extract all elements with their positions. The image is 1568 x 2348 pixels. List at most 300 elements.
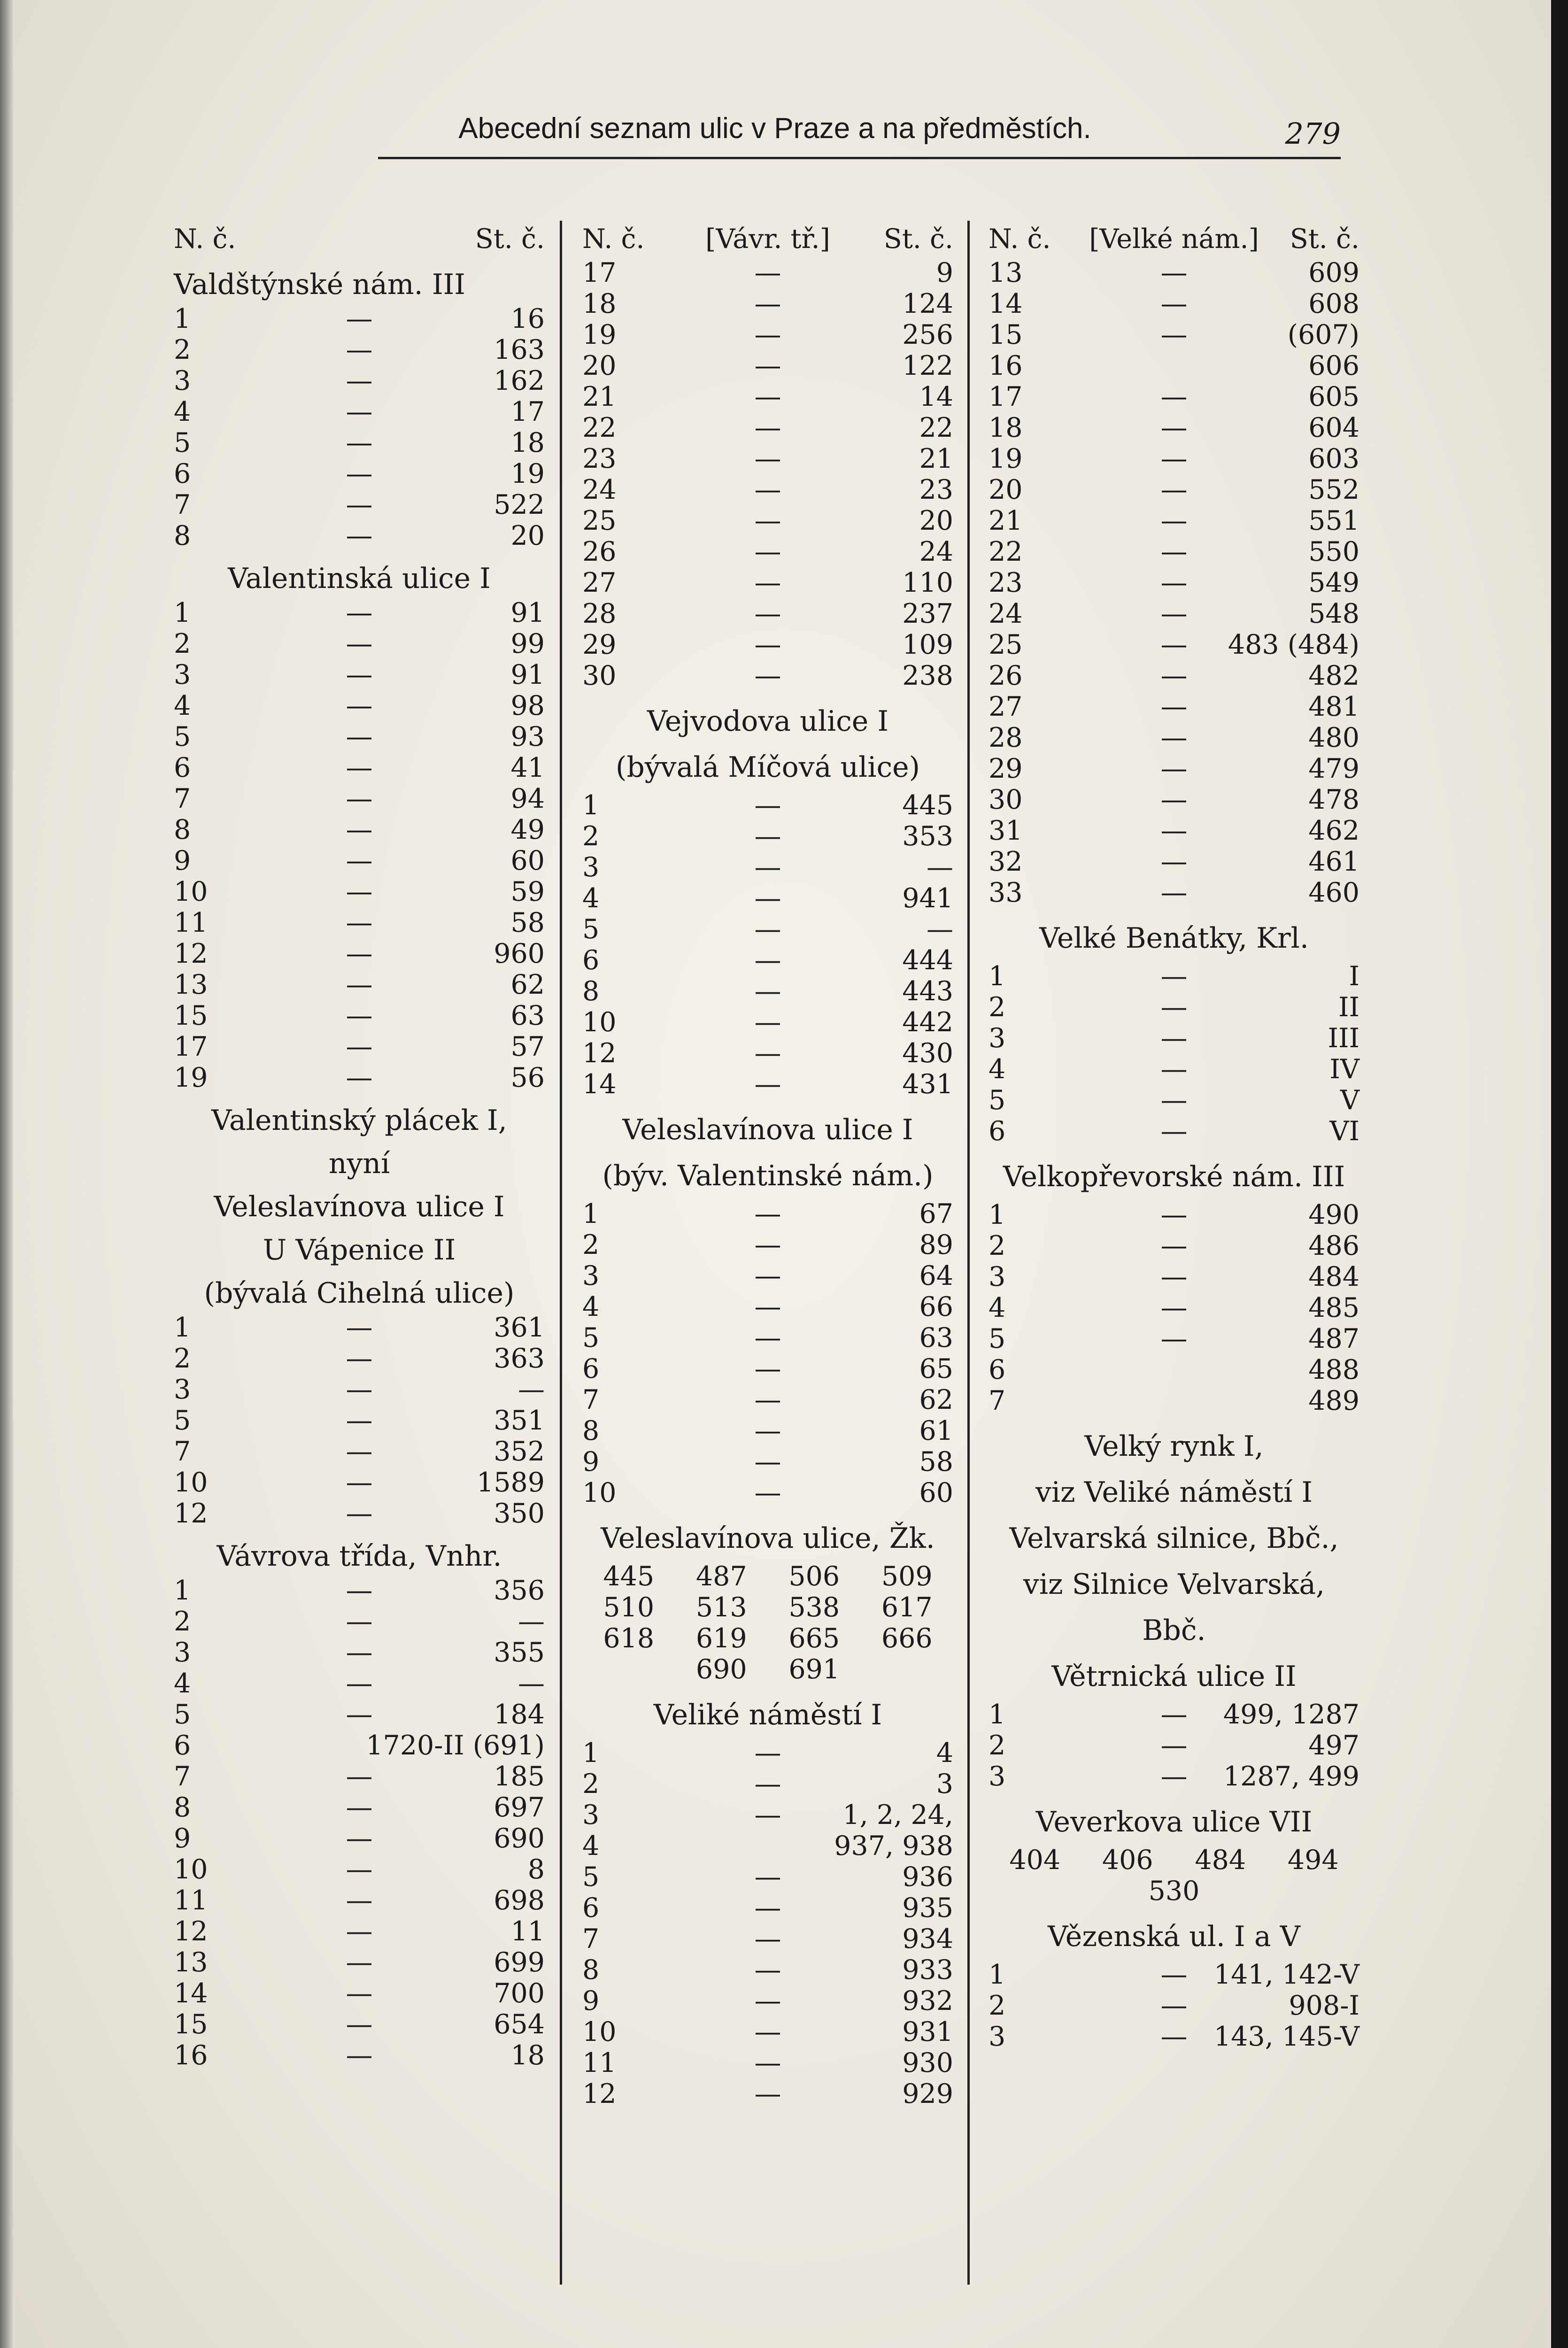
dash: — [346, 814, 373, 845]
house-number: 11 [174, 907, 208, 938]
house-number: 11 [174, 1885, 208, 1916]
house-number: 4 [582, 883, 600, 914]
registry-number: 549 [1308, 567, 1359, 598]
registry-number: 21 [919, 443, 953, 474]
table-row [174, 303, 545, 334]
street-subtitle: Veleslavínova ulice I [214, 1190, 505, 1223]
registry-number: 124 [902, 288, 953, 319]
registry-number: 697 [494, 1792, 545, 1823]
house-number: 1 [989, 1959, 1006, 1990]
registry-number: 1, 2, 24, [842, 1800, 953, 1831]
dash: — [754, 1229, 781, 1260]
street-subtitle: viz Silnice Velvarská, [1023, 1568, 1325, 1601]
table-row [582, 1985, 953, 2016]
table-row [174, 1031, 545, 1062]
house-number: 32 [989, 846, 1023, 877]
page-edge-left [0, 0, 13, 2348]
column-header [989, 221, 1359, 257]
registry-number: 929 [902, 2078, 953, 2109]
house-number: 1 [582, 1738, 600, 1769]
house-number: 3 [582, 852, 600, 883]
registry-number: 61 [919, 1415, 953, 1446]
registry-number: 62 [919, 1384, 953, 1415]
dash: — [346, 303, 373, 334]
registry-number: 56 [510, 1062, 545, 1093]
dash: — [346, 458, 373, 489]
table-row [174, 628, 545, 659]
table-row [989, 1116, 1359, 1147]
table-row [989, 1354, 1359, 1385]
house-number: 29 [582, 629, 617, 660]
dash: — [346, 1062, 373, 1093]
dash: — [346, 1436, 373, 1467]
table-row [174, 1947, 545, 1978]
dash: — [346, 1467, 373, 1498]
table-row [582, 660, 953, 691]
table-row [174, 1343, 545, 1374]
dash: — [346, 489, 373, 520]
dash: — [1160, 1990, 1188, 2021]
grid-cell [861, 1654, 954, 1685]
house-number: 11 [582, 2047, 617, 2078]
table-row [174, 659, 545, 690]
registry-number: 935 [902, 1892, 953, 1923]
table-row [582, 1477, 953, 1508]
table-row [174, 969, 545, 1000]
table-row [582, 1923, 953, 1954]
house-number: 27 [989, 691, 1023, 722]
table-row [582, 1415, 953, 1446]
table-row [989, 1054, 1359, 1085]
house-number: 2 [989, 1230, 1006, 1261]
registry-number: 930 [902, 2047, 953, 2078]
dash: — [1160, 877, 1188, 908]
house-number: 8 [582, 1415, 600, 1446]
house-number: 9 [174, 845, 191, 876]
dash: — [1160, 381, 1188, 412]
street-title: Vězenská ul. I a V [1047, 1920, 1300, 1953]
registry-number: 143, 145-V [1213, 2021, 1359, 2052]
table-row [174, 1312, 545, 1343]
registry-number: 908-I [1289, 1990, 1359, 2021]
street-title: Velké Benátky, Krl. [1039, 922, 1309, 955]
house-number: 7 [174, 489, 191, 520]
registry-number: 98 [510, 690, 545, 721]
dash: — [1160, 412, 1188, 443]
table-row [582, 1198, 953, 1229]
dash: — [754, 1353, 781, 1384]
dash: — [346, 783, 373, 814]
registry-number: 444 [902, 945, 953, 976]
house-number: 5 [582, 914, 600, 945]
dash: — [346, 1575, 373, 1606]
table-row [989, 660, 1359, 691]
registry-number: 23 [919, 474, 953, 505]
registry-number: 499, 1287 [1223, 1699, 1359, 1730]
header-right: St. č. [1290, 224, 1359, 255]
grid-cell: 494 [1287, 1845, 1339, 1876]
table-row [174, 1730, 545, 1761]
registry-number: 11 [510, 1916, 545, 1947]
table-row [174, 1575, 545, 1606]
house-number: 1 [174, 303, 191, 334]
dash: — [1160, 257, 1188, 288]
table-row [989, 505, 1359, 536]
house-number: 3 [989, 2021, 1006, 2052]
table-row [582, 1291, 953, 1322]
dash: — [754, 1738, 781, 1769]
dash: — [754, 1892, 781, 1923]
registry-number: 237 [902, 598, 953, 629]
registry-number: 64 [919, 1260, 953, 1291]
table-row [174, 845, 545, 876]
registry-number: 14 [919, 381, 953, 412]
house-number: 6 [174, 1730, 191, 1761]
table-row [582, 852, 953, 883]
table-row [582, 1322, 953, 1353]
house-number: 1 [989, 1199, 1006, 1230]
dash: — [754, 2016, 781, 2047]
registry-number: 18 [510, 427, 545, 458]
registry-number: 552 [1308, 474, 1359, 505]
table-row [989, 257, 1359, 288]
table-row [989, 1292, 1359, 1323]
table-row [582, 1861, 953, 1892]
dash: — [1160, 1199, 1188, 1230]
registry-number: 489 [1308, 1385, 1359, 1416]
street-title: Vávrova třída, Vnhr. [216, 1540, 502, 1573]
table-row [582, 1831, 953, 1861]
dash: — [754, 1477, 781, 1508]
table-row [582, 1007, 953, 1038]
street-title: Valdštýnské nám. III [174, 268, 465, 301]
street-title: Vejvodova ulice I [647, 705, 889, 738]
house-number: 22 [989, 536, 1023, 567]
header-right: St. č. [883, 224, 953, 255]
table-row [582, 883, 953, 914]
table-row [582, 1954, 953, 1985]
registry-number: 94 [510, 783, 545, 814]
registry-number: — [927, 914, 953, 945]
house-number: 23 [582, 443, 617, 474]
table-row [582, 976, 953, 1007]
dash: — [346, 938, 373, 969]
registry-number: 91 [510, 659, 545, 690]
registry-number: 431 [902, 1069, 953, 1100]
grid-cell: 691 [788, 1654, 840, 1685]
table-row [174, 1062, 545, 1093]
dash: — [1160, 1761, 1188, 1792]
registry-number: 461 [1308, 846, 1359, 877]
registry-number: — [518, 1668, 545, 1699]
house-number: 4 [174, 690, 191, 721]
dash: — [346, 690, 373, 721]
dash: — [1160, 1054, 1188, 1085]
table-row [582, 443, 953, 474]
house-number: 3 [174, 1637, 191, 1668]
table-row [174, 1467, 545, 1498]
grid-cell [582, 1654, 675, 1685]
street-subtitle: nyní [328, 1147, 390, 1180]
registry-number: 609 [1308, 257, 1359, 288]
table-row [174, 1761, 545, 1792]
registry-number: 485 [1308, 1292, 1359, 1323]
table-row [582, 2047, 953, 2078]
house-number: 16 [989, 350, 1023, 381]
table-row [174, 1978, 545, 2009]
house-number: 14 [174, 1978, 208, 2009]
table-row [582, 1353, 953, 1384]
street-title: Valentinská ulice I [228, 562, 491, 595]
table-row [174, 2040, 545, 2071]
registry-number: 350 [494, 1498, 545, 1529]
dash: — [754, 1260, 781, 1291]
dash: — [754, 1923, 781, 1954]
house-number: 29 [989, 753, 1023, 784]
street-title: Valentinský plácek I, [211, 1104, 507, 1137]
registry-number: 16 [510, 303, 545, 334]
house-number: 30 [989, 784, 1023, 815]
registry-number: 550 [1308, 536, 1359, 567]
dash: — [754, 1069, 781, 1100]
table-row [582, 567, 953, 598]
street-title: Veleslavínova ulice I [622, 1113, 913, 1146]
dash: — [1160, 1292, 1188, 1323]
registry-number: 654 [494, 2009, 545, 2040]
house-number: 15 [989, 319, 1023, 350]
dash: — [1160, 784, 1188, 815]
column-3 [989, 221, 1359, 2052]
registry-number: 24 [919, 536, 953, 567]
dash: — [754, 1446, 781, 1477]
registry-number: 20 [919, 505, 953, 536]
house-number: 1 [174, 1312, 191, 1343]
dash: — [346, 427, 373, 458]
dash: — [346, 1761, 373, 1792]
table-row [582, 1892, 953, 1923]
registry-number: 353 [902, 821, 953, 852]
header-rule [378, 157, 1341, 159]
dash: — [1160, 1959, 1188, 1990]
dash: — [754, 598, 781, 629]
column-header [582, 221, 953, 257]
dash: — [1160, 1230, 1188, 1261]
house-number: 24 [989, 598, 1023, 629]
dash: — [1160, 2021, 1188, 2052]
table-row [174, 520, 545, 551]
registry-number: 363 [494, 1343, 545, 1374]
registry-number: 60 [510, 845, 545, 876]
registry-number: 67 [919, 1198, 953, 1229]
house-number: 10 [582, 1007, 617, 1038]
house-number: 9 [174, 1823, 191, 1854]
table-row [989, 722, 1359, 753]
street-title: Velkopřevorské nám. III [1003, 1160, 1345, 1193]
table-row [582, 2016, 953, 2047]
table-row [174, 396, 545, 427]
dash: — [754, 1198, 781, 1229]
table-row [989, 1730, 1359, 1761]
dash: — [754, 976, 781, 1007]
registry-number: 41 [510, 752, 545, 783]
registry-number: 99 [510, 628, 545, 659]
dash: — [754, 790, 781, 821]
house-number: 28 [989, 722, 1023, 753]
registry-number: 941 [902, 883, 953, 914]
table-row [174, 721, 545, 752]
dash: — [346, 1374, 373, 1405]
registry-number: 62 [510, 969, 545, 1000]
house-number: 21 [989, 505, 1023, 536]
grid-cell: 690 [695, 1654, 747, 1685]
house-number: 33 [989, 877, 1023, 908]
house-number: 1 [582, 1198, 600, 1229]
table-row [174, 1000, 545, 1031]
dash: — [1160, 1730, 1188, 1761]
house-number: 6 [174, 458, 191, 489]
house-number: 6 [989, 1116, 1006, 1147]
registry-number: 3 [936, 1769, 953, 1800]
dash: — [1160, 753, 1188, 784]
house-number: 19 [989, 443, 1023, 474]
table-row [582, 1384, 953, 1415]
table-row [174, 1374, 545, 1405]
house-number: 6 [582, 1892, 600, 1923]
house-number: 2 [174, 628, 191, 659]
column-divider [967, 221, 970, 2285]
dash: — [1160, 1023, 1188, 1054]
dash: — [1160, 846, 1188, 877]
registry-number: 122 [902, 350, 953, 381]
street-title: Veliké náměstí I [653, 1699, 882, 1731]
table-row [582, 1038, 953, 1069]
house-number: 17 [174, 1031, 208, 1062]
table-row [989, 1230, 1359, 1261]
table-row [174, 1699, 545, 1730]
registry-number: 931 [902, 2016, 953, 2047]
dash: — [754, 629, 781, 660]
table-row [174, 1668, 545, 1699]
table-row [174, 1606, 545, 1637]
table-row [989, 877, 1359, 908]
registry-number: 698 [494, 1885, 545, 1916]
dash: — [1160, 288, 1188, 319]
table-row [174, 1854, 545, 1885]
registry-number: 608 [1308, 288, 1359, 319]
dash: — [1160, 1699, 1188, 1730]
table-row [989, 443, 1359, 474]
house-number: 25 [582, 505, 617, 536]
house-number: 2 [582, 1769, 600, 1800]
registry-number: 1589 [476, 1467, 545, 1498]
registry-number: 1287, 499 [1223, 1761, 1359, 1792]
house-number: 3 [989, 1761, 1006, 1792]
registry-number: 163 [494, 334, 545, 365]
house-number: 8 [174, 520, 191, 551]
table-row [174, 427, 545, 458]
table-row [989, 1023, 1359, 1054]
table-row [582, 350, 953, 381]
dash: — [754, 257, 781, 288]
dash: — [1160, 1323, 1188, 1354]
house-number: 26 [989, 660, 1023, 691]
grid-extra: 530 [1148, 1876, 1200, 1907]
registry-number: 604 [1308, 412, 1359, 443]
grid-cell: 619 [695, 1623, 747, 1654]
grid-cell: 484 [1195, 1845, 1246, 1876]
grid-cell: 487 [695, 1561, 747, 1592]
registry-number: 22 [919, 412, 953, 443]
dash: — [754, 852, 781, 883]
house-number: 2 [989, 1730, 1006, 1761]
house-number: 1 [174, 597, 191, 628]
dash: — [754, 883, 781, 914]
registry-number: — [927, 852, 953, 883]
dash: — [346, 1668, 373, 1699]
house-number: 7 [174, 1761, 191, 1792]
dash: — [346, 659, 373, 690]
street-subtitle: (bývalá Míčová ulice) [615, 751, 920, 784]
registry-number: 551 [1308, 505, 1359, 536]
registry-number: 445 [902, 790, 953, 821]
dash: — [754, 914, 781, 945]
table-row [989, 350, 1359, 381]
table-row [989, 629, 1359, 660]
registry-number: 605 [1308, 381, 1359, 412]
table-row [989, 691, 1359, 722]
dash: — [754, 350, 781, 381]
column-divider [560, 221, 562, 2285]
header-mid: [Velké nám.] [1089, 224, 1259, 255]
column-2 [582, 221, 953, 2109]
table-row [989, 567, 1359, 598]
house-number: 1 [582, 790, 600, 821]
house-number: 12 [174, 1498, 208, 1529]
table-row [174, 1637, 545, 1668]
registry-number: 481 [1308, 691, 1359, 722]
registry-number: 58 [919, 1446, 953, 1477]
registry-number: (607) [1287, 319, 1359, 350]
header-mid: [Vávr. tř.] [705, 224, 830, 255]
street-subtitle: (býv. Valentinské nám.) [602, 1159, 934, 1192]
dash: — [754, 1384, 781, 1415]
house-number: 17 [582, 257, 617, 288]
table-row [989, 319, 1359, 350]
house-number: 3 [174, 365, 191, 396]
table-row [582, 1738, 953, 1769]
dash: — [1160, 1085, 1188, 1116]
dash: — [754, 1038, 781, 1069]
registry-number: 8 [527, 1854, 545, 1885]
house-number: 30 [582, 660, 617, 691]
house-number: 14 [582, 1069, 617, 1100]
house-number: 2 [989, 1990, 1006, 2021]
registry-number: II [1338, 992, 1359, 1023]
header-left: N. č. [582, 224, 645, 255]
house-number: 20 [582, 350, 617, 381]
dash: — [346, 597, 373, 628]
table-row [582, 536, 953, 567]
registry-number: 63 [919, 1322, 953, 1353]
dash: — [754, 1954, 781, 1985]
dash: — [346, 396, 373, 427]
dash: — [754, 1769, 781, 1800]
house-number: 5 [989, 1085, 1006, 1116]
grid-cell: 617 [881, 1592, 933, 1623]
table-row [989, 412, 1359, 443]
house-number: 12 [582, 2078, 617, 2109]
table-row [582, 412, 953, 443]
